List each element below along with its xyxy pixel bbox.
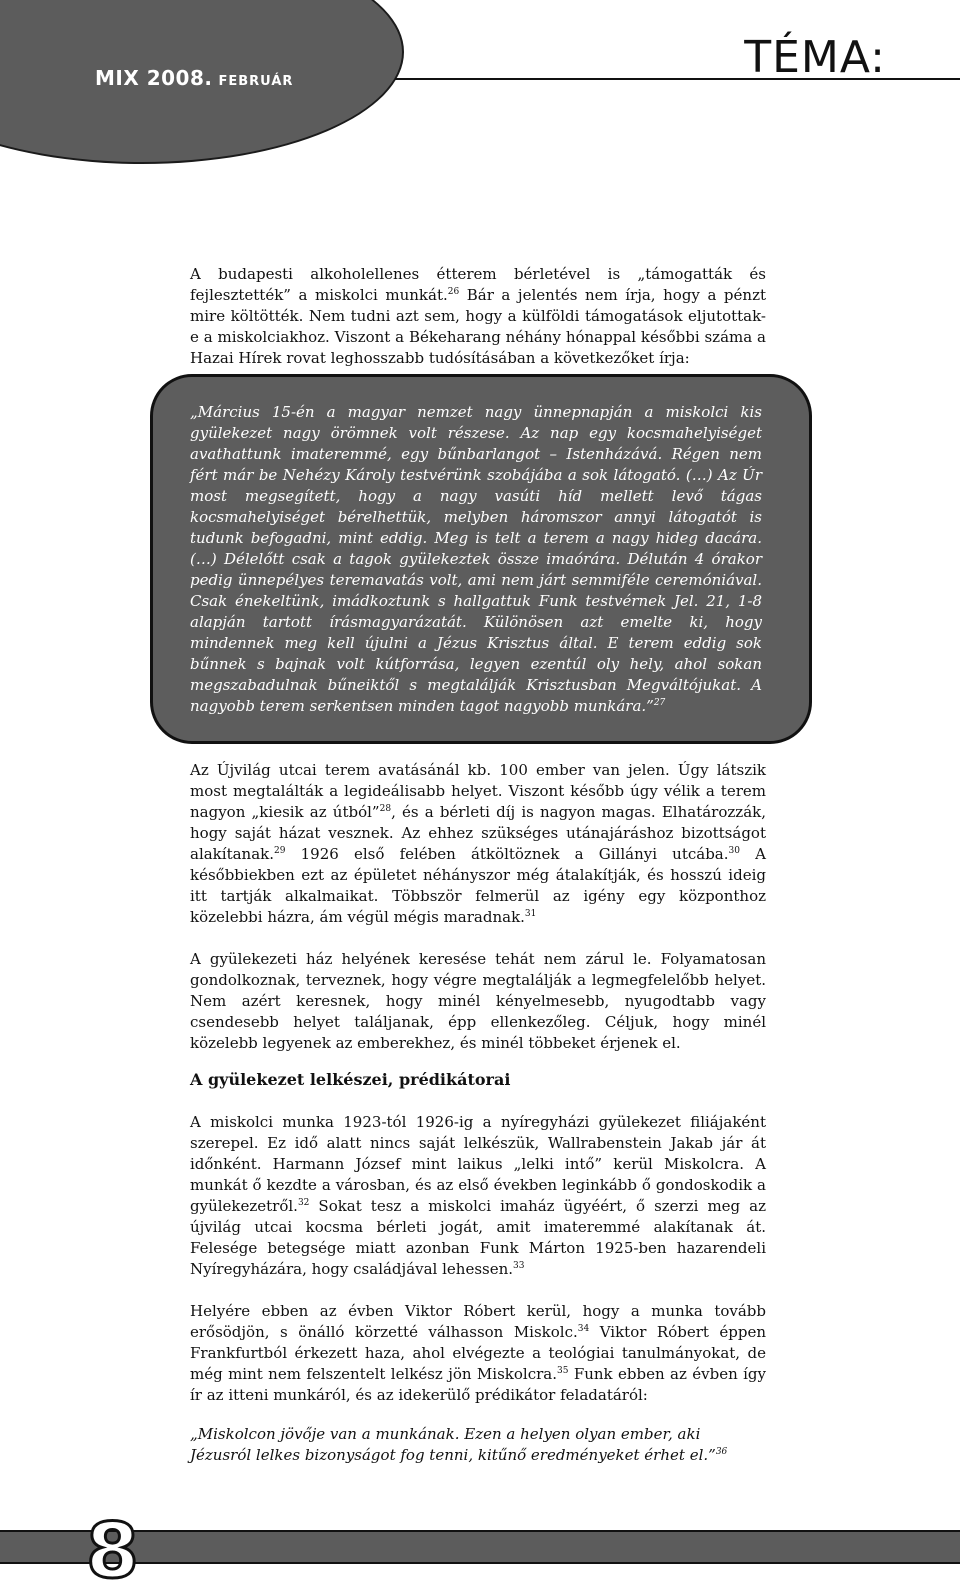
paragraph-text: Helyére ebben az évben Viktor Róbert kerül, hogy a munka tovább erősödjön, s önálló körzetté válhasson Miskolc. [190, 1302, 766, 1341]
intro-text [190, 264, 766, 369]
paragraph-ujvilag [190, 760, 766, 928]
magazine-month: FEBRUÁR [218, 74, 294, 89]
footnote-28: 28 [379, 804, 392, 814]
intro-text-part: A budapesti alkoholellenes étterem bérletével is „támogatták és fejlesztették” a miskolci munkát. [190, 265, 766, 304]
paragraph-text: A miskolci munka 1923-tól 1926-ig a nyíregyházi gyülekezet filiájaként szerepel. Ez idő alatt nincs saját lelkészük, Wallrabenstein Jakab jár át időnként. Harmann József mint laikus „lelki intő” kerül Miskolcra. A munkát ő kezdte a városban, és az első években leginkább ő gondoskodik a gyülekezetről. [190, 1113, 766, 1215]
intro-text-part: Bár a jelentés nem írja, hogy a pénzt mire költötték. Nem tudni azt sem, hogy a külföldi támogatások eljutottak-e a miskolciakhoz. Viszont a Békeharang néhány hónappal későbbi száma a Hazai Hírek rovat leghosszabb tudósításában a következőket írja: [190, 286, 767, 367]
final-quote [190, 1424, 766, 1466]
footnote-26: 26 [447, 287, 460, 297]
paragraph-text: Viktor Róbert éppen Frankfurtból érkezett haza, ahol elvégezte a teológiai tanulmányokat, de még mint nem felszentelt lelkész jön Miskolcra. [190, 1323, 767, 1383]
footnote-36: 36 [715, 1447, 728, 1457]
footnote-27: 27 [653, 698, 666, 708]
paragraph-text: Sokat tesz a miskolci imaház ügyéért, ő szerzi meg az újvilág utcai kocsma bérleti jogát, amit imateremmé alakítanak át. Felesége betegsége miatt azonban Funk Márton 1925-ben hazarendeli Nyíregyházára, hogy családjával lehessen. [190, 1197, 766, 1278]
magazine-name: MIX 2008. [95, 66, 213, 90]
paragraph-text: 1926 első felében átköltöznek a Gillányi utcába. [285, 845, 729, 863]
after-quote-section [190, 760, 766, 1054]
theme-title: TÉMA: [744, 32, 886, 83]
footnote-34: 34 [577, 1324, 590, 1334]
paragraph-viktor [190, 1301, 766, 1406]
footnote-35: 35 [556, 1366, 569, 1376]
footnote-30: 30 [728, 846, 740, 856]
section-heading: A gyülekezet lelkészei, prédikátorai [190, 1070, 511, 1089]
final-quote-text: „Miskolcon jövője van a munkának. Ezen a helyen olyan ember, aki Jézusról lelkes bizonyságot fog tenni, kitűnő eredményeket érhet el.” [190, 1425, 716, 1464]
paragraph-text: A későbbiekben ezt az épületet néhányszor még átalakítják, és hosszú ideig itt tartják alkalmaikat. Többször felmerül az igény egy központhoz közelebbi házra, ám végül mégis maradnak. [190, 845, 766, 926]
paragraph-harmann [190, 1112, 766, 1280]
footnote-33: 33 [513, 1261, 525, 1271]
paragraph-text: , és a bérleti díj is nagyon magas. Elhatározzák, hogy saját házat vesznek. Az ehhez szükséges utánajáráshoz bizottságot alakítanak. [190, 803, 766, 863]
quote-body: „Március 15-én a magyar nemzet nagy ünnepnapján a miskolci kis gyülekezet nagy örömnek volt részese. Az nap egy kocsmahelyiséget avathattunk imateremmé, egy bűnbarlangot – Istenházává. Régen nem fért már be Nehézy Károly testvérünk szobájába a sok látogató. (…) Az Úr most megsegített, hogy a nagy vasúti híd mellett levő tágas kocsmahelyiséget bérelhettük, melyben háromszor annyi látogatót is tudunk befogadni, mint eddig. Meg is telt a terem a nagy hideg dacára. (…) Délelőtt csak a tagok gyülekeztek össze imaórára. Délután 4 órakor pedig ünnepélyes teremavatás volt, ami nem járt semmiféle ceremóniával. Csak énekeltünk, imádkoztunk s hallgattuk Funk testvérnek Jel. 21, 1-8 alapján tartott írásmagyarázatát. Különösen azt emelte ki, hogy mindennek meg kell újulni a Jézus Krisztus által. E terem eddig sok bűnnek s bajnak volt kútforrása, legyen ezentúl oly hely, ahol sokan megszabadulnak bűneiktől s megtalálják Krisztusban Megváltójukat. A nagyobb terem serkentsen minden tagot nagyobb munkára.” [190, 403, 762, 715]
paragraph-text: Az Újvilág utcai terem avatásánál kb. 100 ember van jelen. Úgy látszik most megtalálták a legideálisabb helyet. Viszont később úgy vélik a terem nagyon „kiesik az útból” [190, 761, 766, 821]
page-number: 8 [86, 1506, 139, 1595]
footnote-29: 29 [274, 846, 286, 856]
ministers-section [190, 1112, 766, 1406]
footnote-32: 32 [297, 1198, 310, 1208]
footnote-31: 31 [524, 909, 537, 919]
paragraph-text: Funk ebben az évben így ír az itteni munkáról, és az idekerülő prédikátor feladatáról: [190, 1365, 766, 1404]
footer-bar [0, 1530, 960, 1564]
magazine-title [95, 66, 293, 90]
intro-paragraph [190, 264, 766, 369]
paragraph-search: A gyülekezeti ház helyének keresése tehát nem zárul le. Folyamatosan gondolkoznak, terveznek, hogy végre megtalálják a legmegfelelőbb helyet. Nem azért keresnek, hogy minél kényelmesebb, nyugodtabb vagy csendesebb helyet találjanak, épp ellenkezőleg. Céljuk, hogy minél közelebb legyenek az emberekhez, és minél többeket érjenek el. [190, 950, 766, 1052]
quote-text [190, 402, 762, 717]
